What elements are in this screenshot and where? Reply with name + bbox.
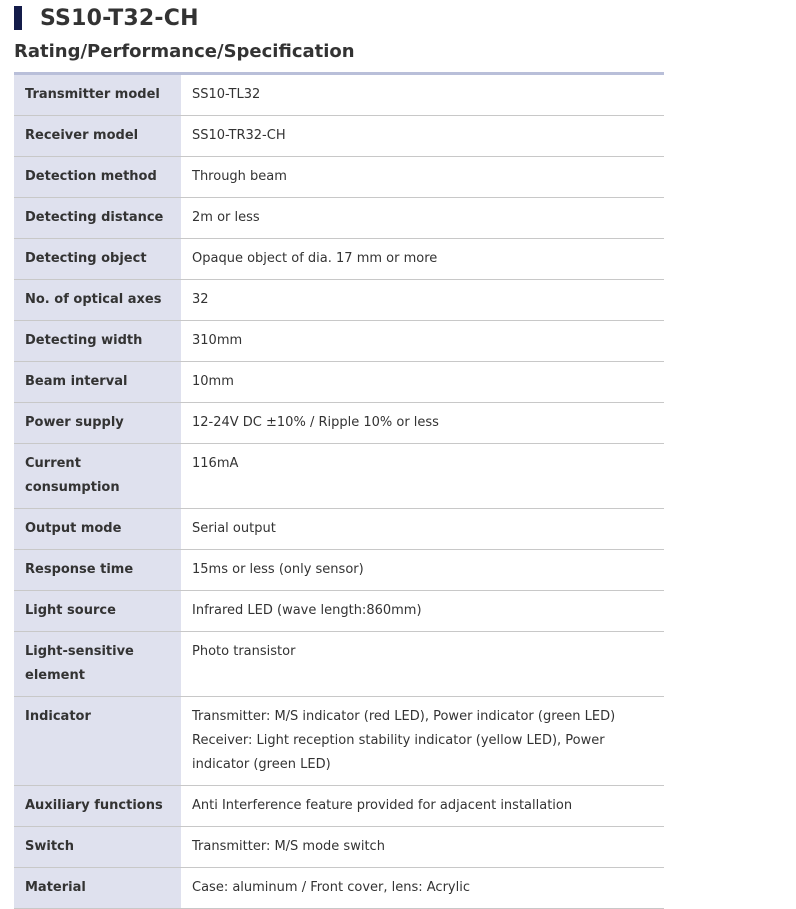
spec-value: Transmitter: M/S mode switch	[181, 827, 664, 868]
spec-label: Light source	[14, 591, 181, 632]
spec-row	[14, 444, 664, 509]
spec-label: Detection method	[14, 157, 181, 198]
spec-row	[14, 116, 664, 157]
spec-value: 12-24V DC ±10% / Ripple 10% or less	[181, 403, 664, 444]
product-header	[14, 4, 199, 32]
spec-label: Light-sensitive element	[14, 632, 181, 697]
spec-row	[14, 239, 664, 280]
spec-row	[14, 632, 664, 697]
spec-row	[14, 697, 664, 786]
spec-row	[14, 403, 664, 444]
spec-value: Transmitter: M/S indicator (red LED), Power indicator (green LED) Receiver: Light reception stability indicator (yellow LED), Power indicator (green LED)	[181, 697, 664, 786]
spec-value: SS10-TR32-CH	[181, 116, 664, 157]
spec-value: 32	[181, 280, 664, 321]
spec-value: 15ms or less (only sensor)	[181, 550, 664, 591]
spec-row	[14, 280, 664, 321]
spec-label: Output mode	[14, 509, 181, 550]
spec-value: Case: aluminum / Front cover, lens: Acrylic	[181, 868, 664, 909]
spec-value: Serial output	[181, 509, 664, 550]
spec-label: Current consumption	[14, 444, 181, 509]
spec-row	[14, 198, 664, 239]
spec-label: Detecting distance	[14, 198, 181, 239]
spec-label: Material	[14, 868, 181, 909]
spec-row	[14, 786, 664, 827]
spec-value: 2m or less	[181, 198, 664, 239]
spec-row	[14, 509, 664, 550]
spec-row	[14, 550, 664, 591]
spec-value: 10mm	[181, 362, 664, 403]
spec-label: Detecting object	[14, 239, 181, 280]
spec-row	[14, 157, 664, 198]
section-title: Rating/Performance/Specification	[14, 39, 664, 75]
spec-value: 116mA	[181, 444, 664, 509]
spec-row	[14, 827, 664, 868]
spec-label: Indicator	[14, 697, 181, 786]
spec-label: Transmitter model	[14, 75, 181, 116]
spec-label: Power supply	[14, 403, 181, 444]
title-accent-bar	[14, 6, 22, 30]
spec-row	[14, 362, 664, 403]
spec-label: Switch	[14, 827, 181, 868]
spec-row	[14, 75, 664, 116]
spec-value: Photo transistor	[181, 632, 664, 697]
spec-table-body	[14, 75, 664, 909]
spec-table	[14, 75, 664, 909]
product-title: SS10-T32-CH	[40, 5, 199, 31]
spec-label: Auxiliary functions	[14, 786, 181, 827]
spec-label: Beam interval	[14, 362, 181, 403]
spec-value: Anti Interference feature provided for adjacent installation	[181, 786, 664, 827]
spec-label: Receiver model	[14, 116, 181, 157]
spec-label: Detecting width	[14, 321, 181, 362]
spec-value: Infrared LED (wave length:860mm)	[181, 591, 664, 632]
spec-row	[14, 868, 664, 909]
spec-label: No. of optical axes	[14, 280, 181, 321]
spec-row	[14, 591, 664, 632]
spec-value: Opaque object of dia. 17 mm or more	[181, 239, 664, 280]
spec-row	[14, 321, 664, 362]
spec-label: Response time	[14, 550, 181, 591]
spec-value: 310mm	[181, 321, 664, 362]
spec-value: SS10-TL32	[181, 75, 664, 116]
spec-value: Through beam	[181, 157, 664, 198]
